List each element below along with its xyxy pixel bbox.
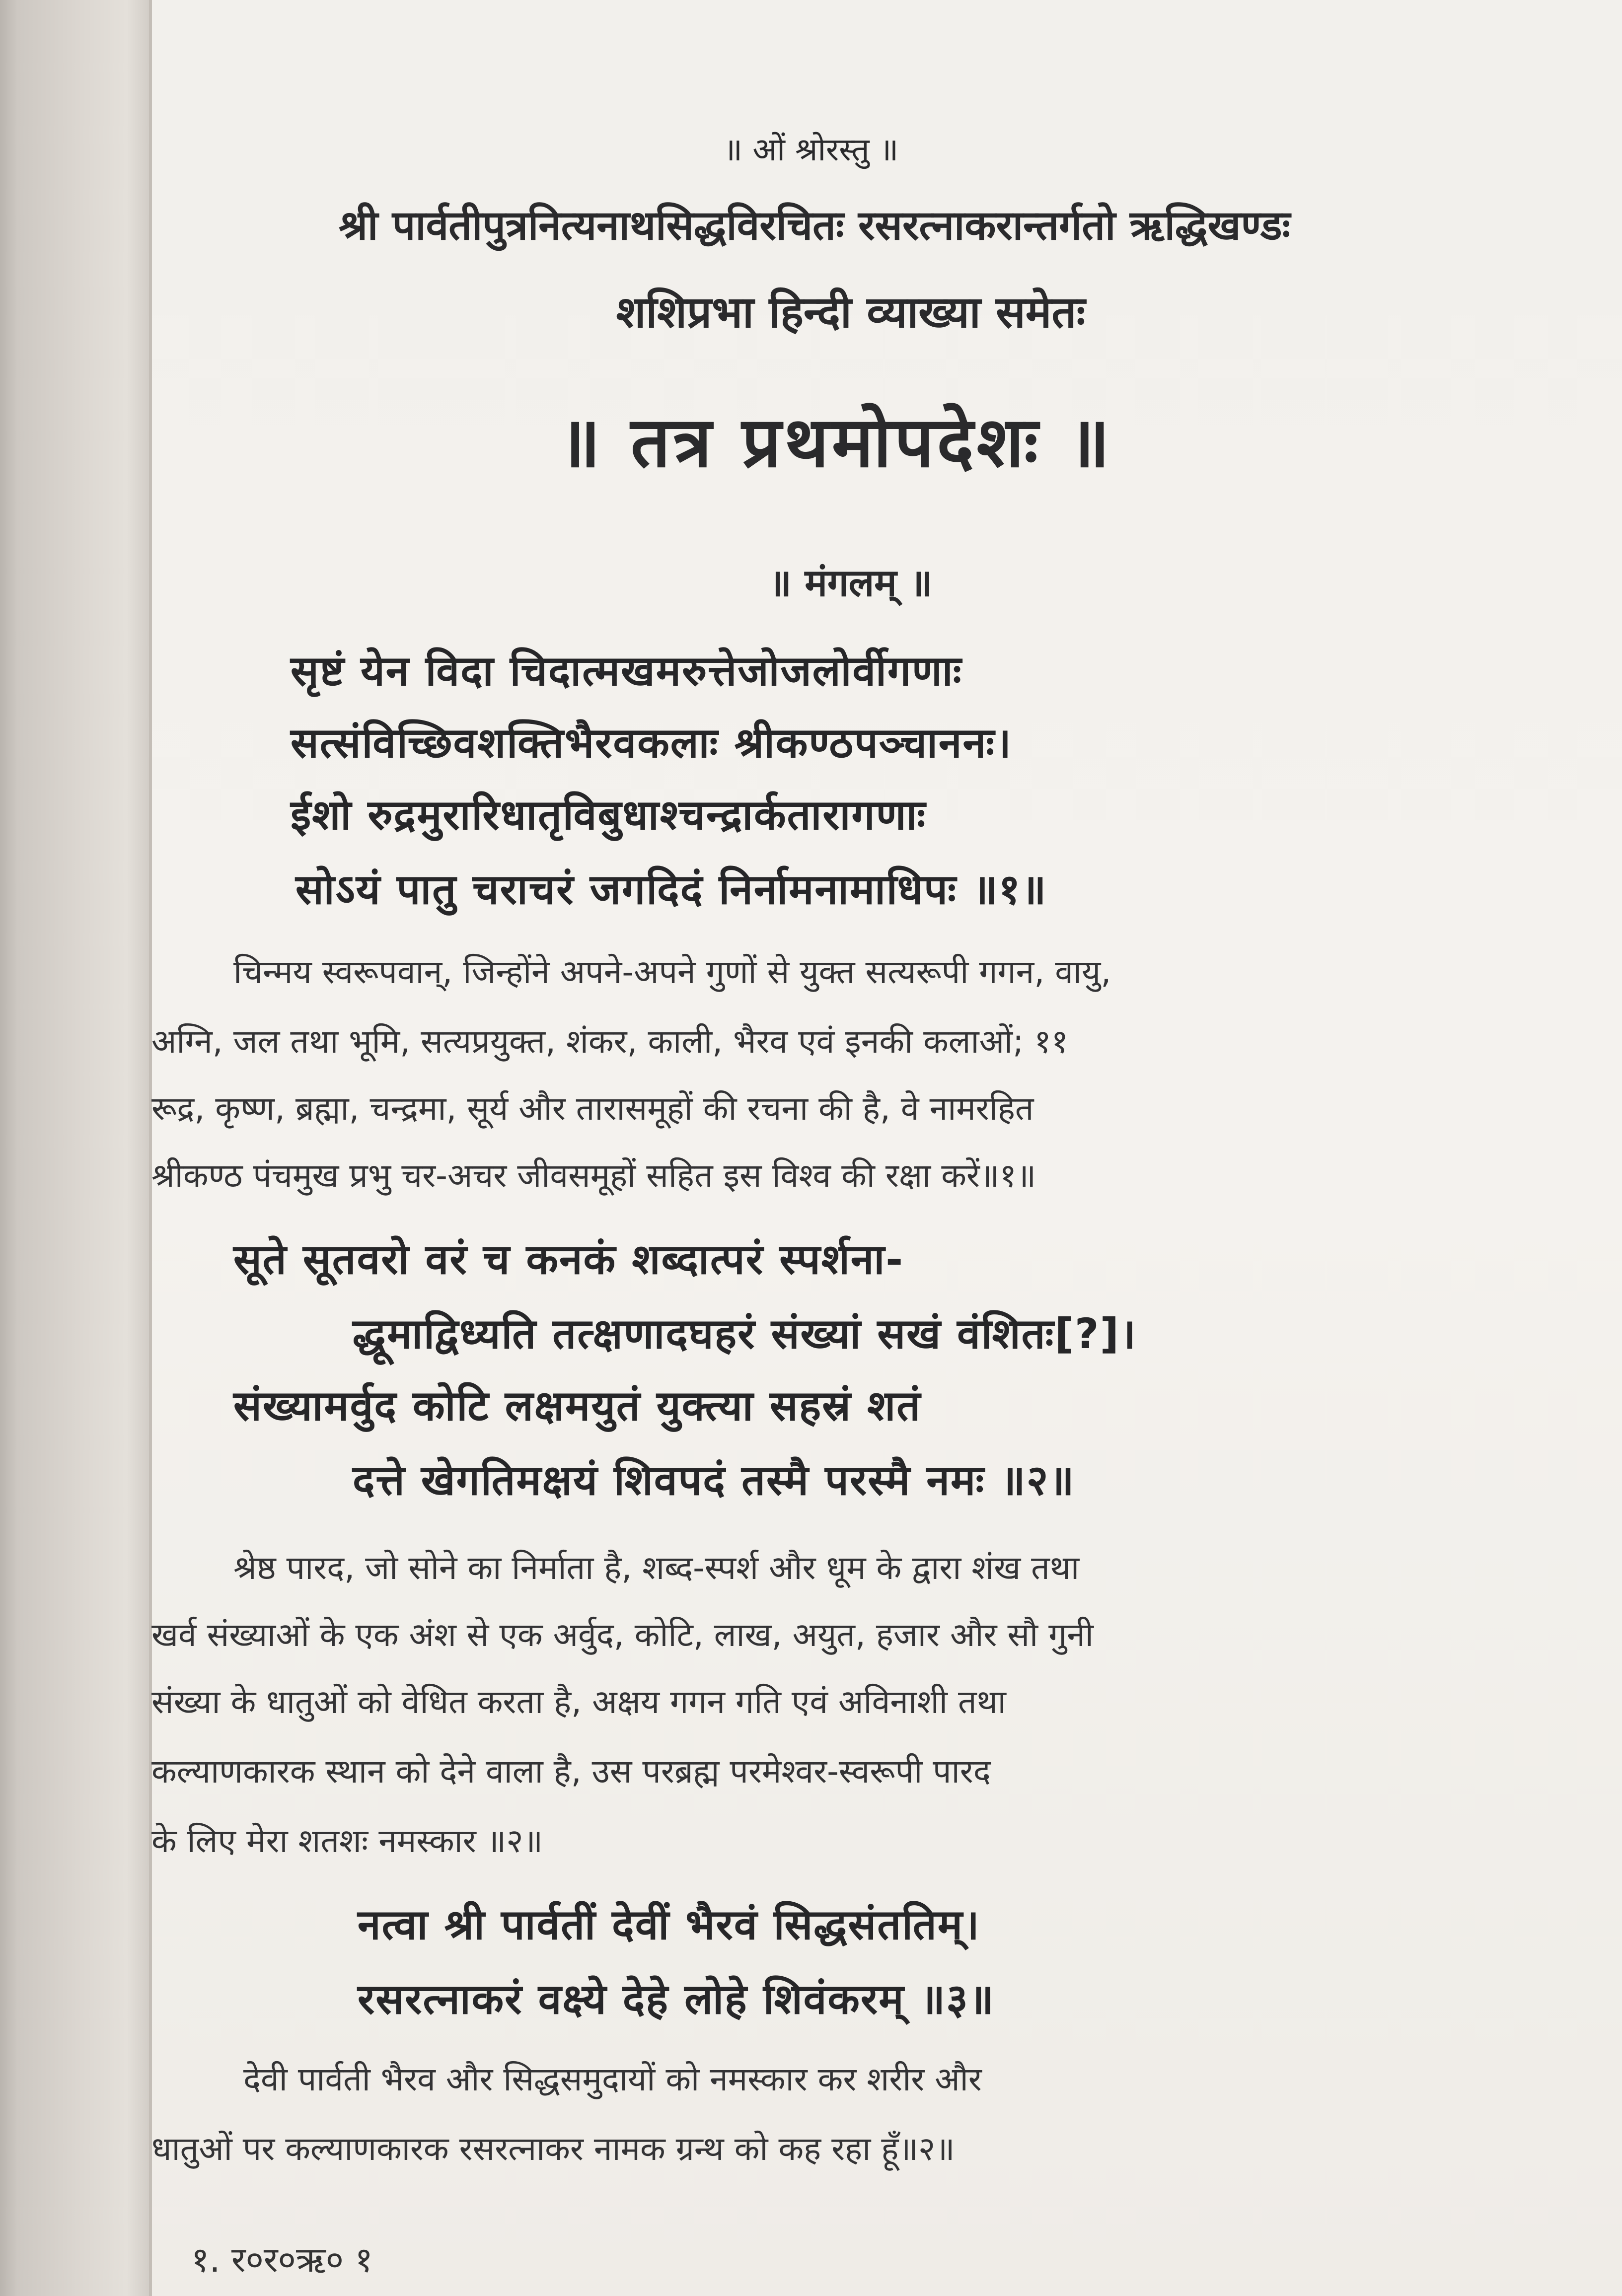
prose-1-line-1: चिन्मय स्वरूपवान्, जिन्होंने अपने-अपने गुणों से युक्त सत्यरूपी गगन, वायु, — [233, 953, 1111, 991]
prose-3-line-2: धातुओं पर कल्याणकारक रसरत्नाकर नामक ग्रन्थ को कह रहा हूँ॥२॥ — [151, 2130, 955, 2168]
prose-2-line-1: श्रेष्ठ पारद, जो सोने का निर्माता है, शब्द-स्पर्श और धूम के द्वारा शंख तथा — [233, 1549, 1080, 1587]
verse-1-line-1: सृष्टं येन विदा चिदात्मखमरुत्तेजोजलोर्वीगणाः — [291, 646, 962, 695]
prose-1-line-3: रूद्र, कृष्ण, ब्रह्मा, चन्द्रमा, सूर्य और तारासमूहों की रचना की है, वे नामरहित — [151, 1089, 1034, 1128]
book-spine-shadow — [0, 0, 152, 2296]
commentary-title: शशिप्रभा हिन्दी व्याख्या समेतः — [616, 287, 1086, 338]
prose-2-line-2: खर्व संख्याओं के एक अंश से एक अर्वुद, कोटि, लाख, अयुत, हजार और सौ गुनी — [151, 1616, 1094, 1654]
verse-3-line-2: रसरत्नाकरं वक्ष्ये देहे लोहे शिवंकरम् ॥३॥ — [358, 1975, 995, 2023]
chapter-heading: ॥ तत्र प्रथमोपदेशः ॥ — [559, 402, 1113, 483]
prose-2-line-3: संख्या के धातुओं को वेधित करता है, अक्षय गगन गति एवं अविनाशी तथा — [151, 1683, 1006, 1721]
prose-1-line-2: अग्नि, जल तथा भूमि, सत्यप्रयुक्त, शंकर, काली, भैरव एवं इनकी कलाओं; ११ — [151, 1022, 1068, 1061]
invocation-line: ॥ ओं श्रोरस्तु ॥ — [723, 132, 899, 168]
book-page — [152, 0, 1622, 2296]
verse-2-line-4: दत्ते खेगतिमक्षयं शिवपदं तस्मै परस्मै नमः ॥२॥ — [353, 1456, 1075, 1505]
verse-1-line-2: सत्संविच्छिवशक्तिभैरवकलाः श्रीकण्ठपञ्चाननः। — [291, 718, 1012, 767]
prose-3-line-1: देवी पार्वती भैरव और सिद्धसमुदायों को नमस्कार कर शरीर और — [243, 2060, 982, 2098]
verse-2-line-3: संख्यामर्वुद कोटि लक्षमयुतं युक्त्या सहस्रं शतं — [233, 1381, 922, 1430]
footnote: १. र०र०ऋ० १ — [191, 2239, 373, 2280]
mangalam-heading: ॥ मंगलम् ॥ — [769, 561, 933, 605]
prose-2-line-4: कल्याणकारक स्थान को देने वाला है, उस परब्रह्म परमेश्वर-स्वरूपी पारद — [151, 1752, 991, 1791]
verse-2-line-2: द्धूमाद्विध्यति तत्क्षणादघहरं संख्यां सखं वंशितः[?]। — [353, 1309, 1137, 1358]
prose-2-line-5: के लिए मेरा शतशः नमस्कार ॥२॥ — [151, 1822, 543, 1860]
verse-2-line-1: सूते सूतवरो वरं च कनकं शब्दात्परं स्पर्शना- — [233, 1235, 904, 1284]
prose-1-line-4: श्रीकण्ठ पंचमुख प्रभु चर-अचर जीवसमूहों सहित इस विश्व की रक्षा करें॥१॥ — [151, 1156, 1036, 1195]
verse-3-line-1: नत्वा श्री पार्वतीं देवीं भैरवं सिद्धसंततिम्। — [358, 1900, 980, 1949]
verse-1-line-4: सोऽयं पातु चराचरं जगदिदं निर्नामनामाधिपः ॥१॥ — [295, 865, 1047, 914]
work-subtitle: श्री पार्वतीपुत्रनित्यनाथसिद्धविरचितः रसरत्नाकरान्तर्गतो ऋद्धिखण्डः — [338, 202, 1291, 249]
verse-1-line-3: ईशो रुद्रमुरारिधातृविबुधाश्चन्द्रार्कतारागणाः — [291, 790, 927, 839]
